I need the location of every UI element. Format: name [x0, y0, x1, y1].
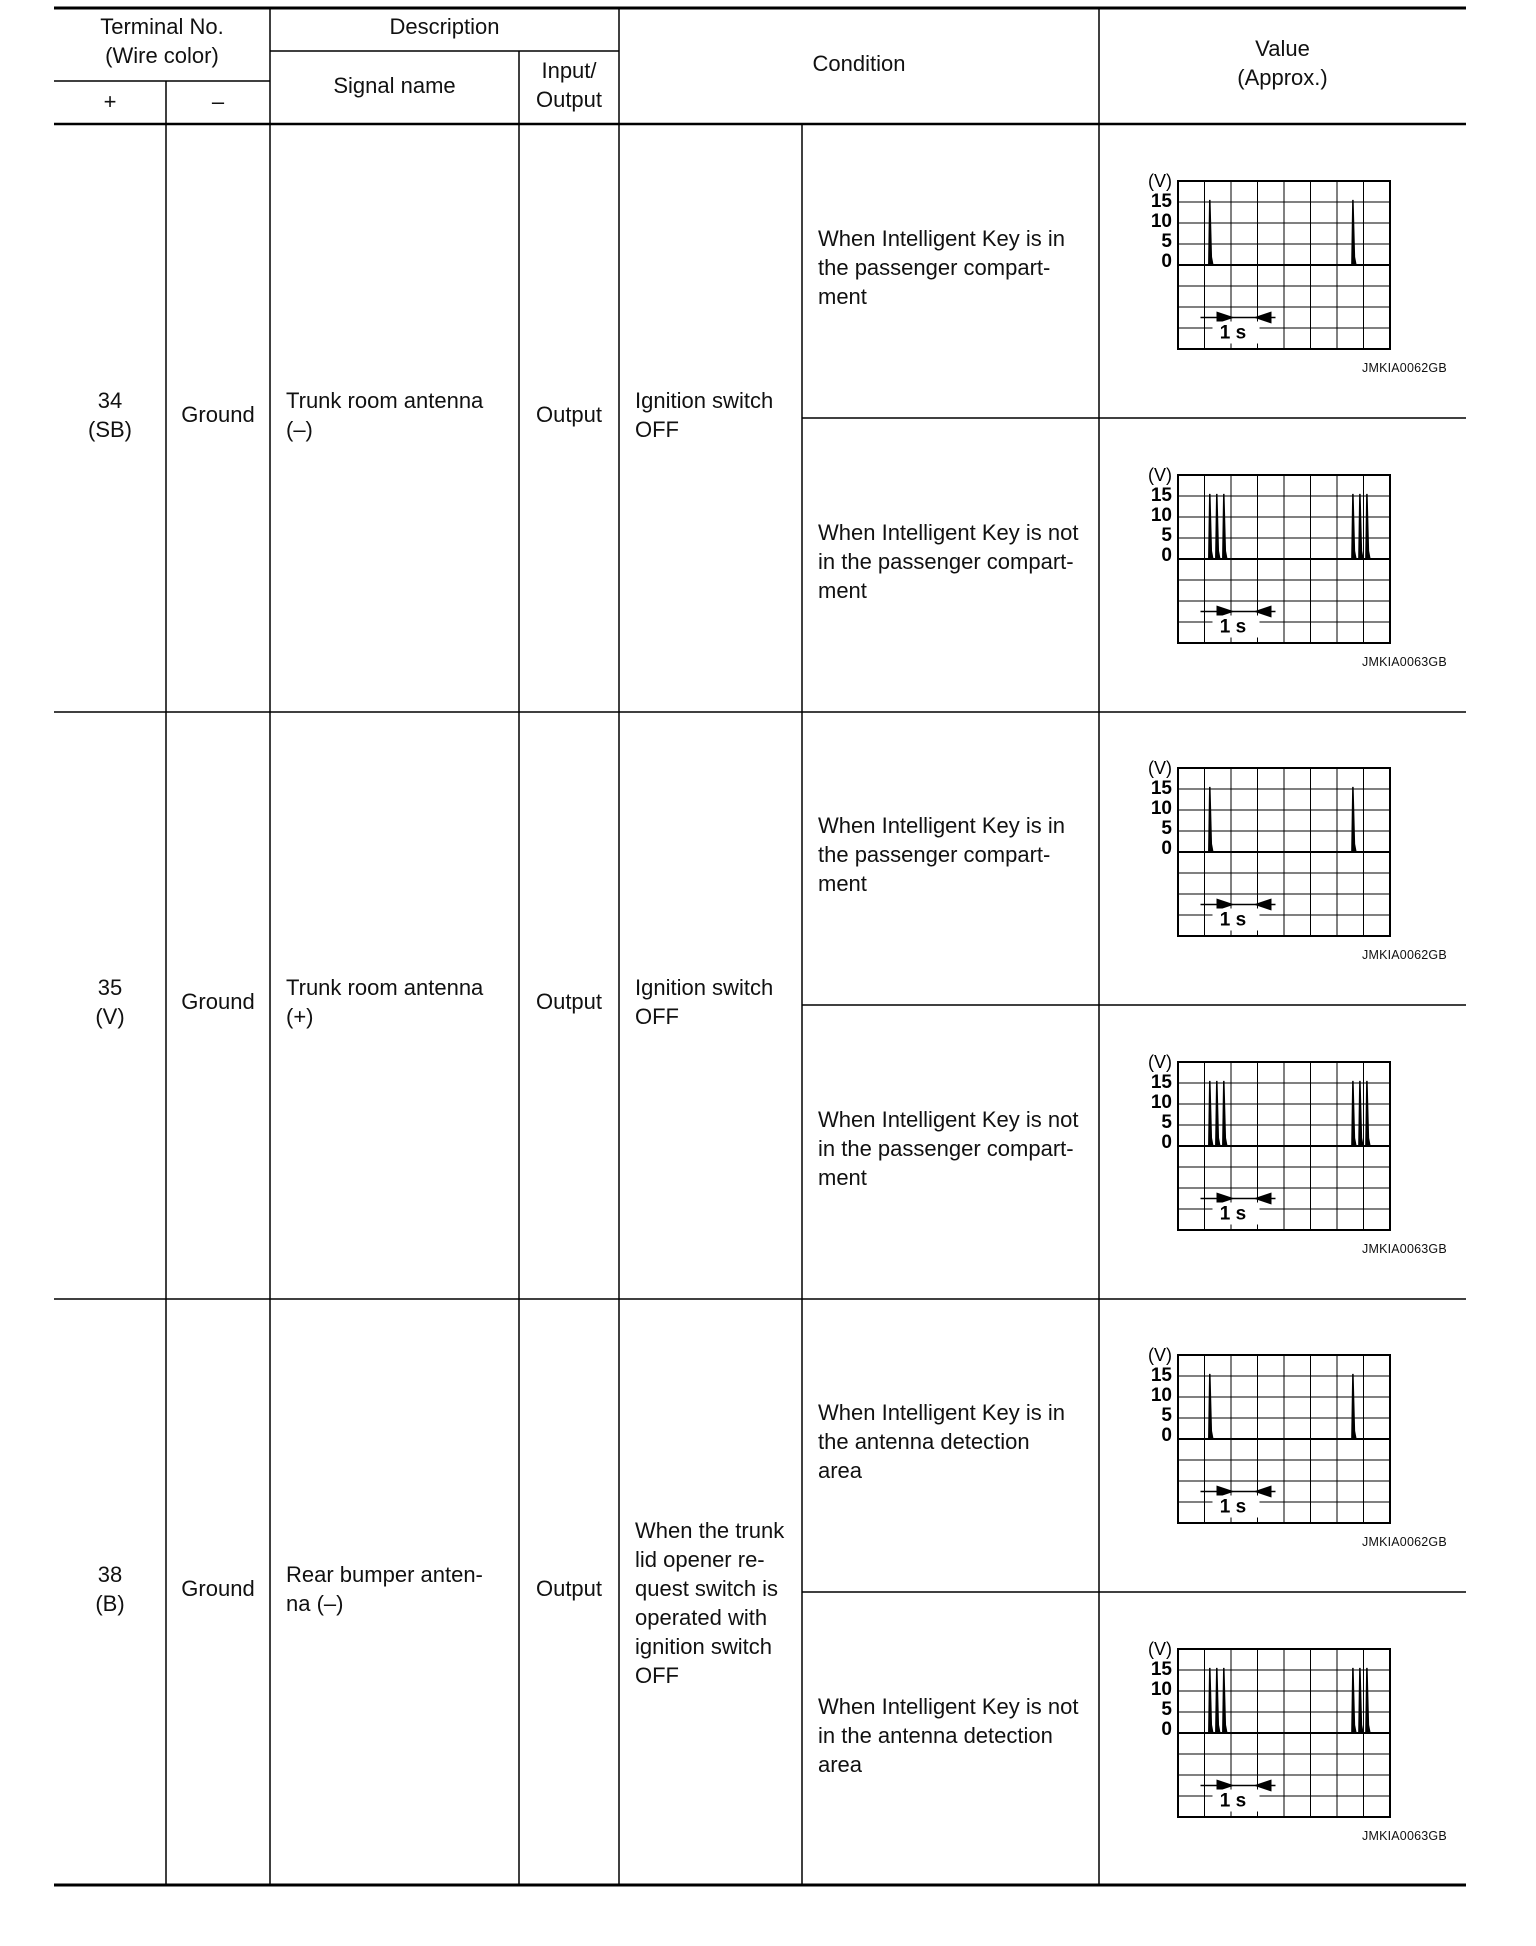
y-unit-label: (V): [1148, 171, 1172, 191]
waveform-svg: [1130, 1341, 1400, 1541]
y-tick-label: 15: [1150, 1659, 1172, 1680]
waveform-svg: [1130, 1048, 1400, 1248]
waveform-svg: [1130, 754, 1400, 954]
y-unit-label: (V): [1148, 1639, 1172, 1659]
subcondition-cell: When Intelligent Key is not in the passenger compart- ment: [818, 520, 1079, 603]
y-tick-label: 5: [1161, 1112, 1172, 1133]
y-tick-label: 10: [1150, 798, 1172, 819]
pulse: [1352, 200, 1356, 265]
pulse: [1352, 494, 1356, 559]
header-input-output: Input/ Output: [535, 58, 603, 112]
condition-cell: When the trunk lid opener re- quest switch is operated with ignition switch OFF: [635, 1518, 785, 1688]
pulse: [1209, 787, 1213, 852]
pulse: [1352, 1081, 1356, 1146]
figure-code: JMKIA0062GB: [1362, 361, 1447, 375]
y-unit-label: (V): [1148, 1345, 1172, 1365]
terminal-cell: 34 (SB): [88, 388, 132, 442]
y-tick-label: 10: [1150, 1092, 1172, 1113]
subcondition-cell: When Intelligent Key is not in the passenger compart- ment: [818, 1107, 1079, 1190]
signal-name-cell: Rear bumper anten- na (–): [286, 1562, 483, 1616]
y-unit-label: (V): [1148, 1052, 1172, 1072]
time-label: 1 s: [1219, 1496, 1247, 1518]
terminal-cell: 35 (V): [95, 975, 125, 1029]
io-cell: Output: [535, 989, 603, 1014]
pulse: [1209, 1374, 1213, 1439]
y-tick-label: 5: [1161, 1699, 1172, 1720]
time-label: 1 s: [1219, 616, 1247, 638]
condition-cell: Ignition switch OFF: [635, 388, 774, 442]
pulse: [1209, 1668, 1213, 1733]
figure-code: JMKIA0062GB: [1362, 1535, 1447, 1549]
y-tick-label: 10: [1150, 505, 1172, 526]
figure-code: JMKIA0063GB: [1362, 1242, 1447, 1256]
y-tick-label: 0: [1161, 1132, 1172, 1153]
y-tick-label: 0: [1161, 545, 1172, 566]
pulse: [1209, 494, 1213, 559]
y-tick-label: 10: [1150, 211, 1172, 232]
pulse: [1352, 1374, 1356, 1439]
header-plus: +: [103, 89, 117, 114]
ground-cell: Ground: [181, 402, 255, 427]
pulse: [1359, 494, 1363, 559]
waveform-chart: [1130, 1635, 1400, 1840]
waveform-svg: [1130, 1635, 1400, 1835]
ground-cell: Ground: [181, 989, 255, 1014]
y-tick-label: 0: [1161, 838, 1172, 859]
signal-name-cell: Trunk room antenna (+): [286, 975, 484, 1029]
y-tick-label: 5: [1161, 525, 1172, 546]
waveform-svg: [1130, 167, 1400, 367]
y-tick-label: 15: [1150, 1072, 1172, 1093]
y-tick-label: 10: [1150, 1679, 1172, 1700]
subcondition-cell: When Intelligent Key is in the passenger compart- ment: [818, 813, 1066, 896]
y-tick-label: 15: [1150, 191, 1172, 212]
y-tick-label: 15: [1150, 778, 1172, 799]
y-tick-label: 15: [1150, 1365, 1172, 1386]
pulse: [1209, 1081, 1213, 1146]
waveform-svg: [1130, 461, 1400, 661]
waveform-chart: [1130, 167, 1400, 372]
header-description: Description: [389, 14, 500, 39]
subcondition-cell: When Intelligent Key is in the passenger compart- ment: [818, 226, 1066, 309]
ground-cell: Ground: [181, 1576, 255, 1601]
y-tick-label: 5: [1161, 818, 1172, 839]
pulse: [1352, 787, 1356, 852]
header-terminal-no: Terminal No. (Wire color): [100, 14, 224, 68]
pulse: [1352, 1668, 1356, 1733]
y-tick-label: 0: [1161, 1425, 1172, 1446]
pulse: [1359, 1668, 1363, 1733]
pulse: [1223, 1081, 1227, 1146]
y-tick-label: 0: [1161, 1719, 1172, 1740]
pulse: [1366, 1081, 1370, 1146]
y-unit-label: (V): [1148, 758, 1172, 778]
pulse: [1216, 1668, 1220, 1733]
header-value: Value (Approx.): [1237, 36, 1328, 90]
pulse: [1209, 200, 1213, 265]
pulse: [1216, 1081, 1220, 1146]
y-tick-label: 0: [1161, 251, 1172, 272]
time-label: 1 s: [1219, 1203, 1247, 1225]
waveform-chart: [1130, 1048, 1400, 1253]
y-unit-label: (V): [1148, 465, 1172, 485]
waveform-chart: [1130, 461, 1400, 666]
header-signal-name: Signal name: [333, 73, 456, 98]
time-label: 1 s: [1219, 909, 1247, 931]
condition-cell: Ignition switch OFF: [635, 975, 774, 1029]
pulse: [1223, 494, 1227, 559]
time-label: 1 s: [1219, 1790, 1247, 1812]
figure-code: JMKIA0063GB: [1362, 655, 1447, 669]
y-tick-label: 5: [1161, 1405, 1172, 1426]
terminal-cell: 38 (B): [95, 1562, 125, 1616]
pulse: [1359, 1081, 1363, 1146]
pulse: [1366, 494, 1370, 559]
header-minus: –: [211, 89, 225, 114]
signal-name-cell: Trunk room antenna (–): [286, 388, 484, 442]
waveform-chart: [1130, 754, 1400, 959]
waveform-chart: [1130, 1341, 1400, 1546]
figure-code: JMKIA0063GB: [1362, 1829, 1447, 1843]
y-tick-label: 5: [1161, 231, 1172, 252]
pulse: [1366, 1668, 1370, 1733]
io-cell: Output: [535, 1576, 603, 1601]
subcondition-cell: When Intelligent Key is in the antenna detection area: [818, 1400, 1066, 1483]
pulse: [1216, 494, 1220, 559]
subcondition-cell: When Intelligent Key is not in the antenna detection area: [818, 1694, 1079, 1777]
y-tick-label: 15: [1150, 485, 1172, 506]
time-label: 1 s: [1219, 322, 1247, 344]
io-cell: Output: [535, 402, 603, 427]
figure-code: JMKIA0062GB: [1362, 948, 1447, 962]
y-tick-label: 10: [1150, 1385, 1172, 1406]
pulse: [1223, 1668, 1227, 1733]
header-condition: Condition: [812, 51, 906, 76]
